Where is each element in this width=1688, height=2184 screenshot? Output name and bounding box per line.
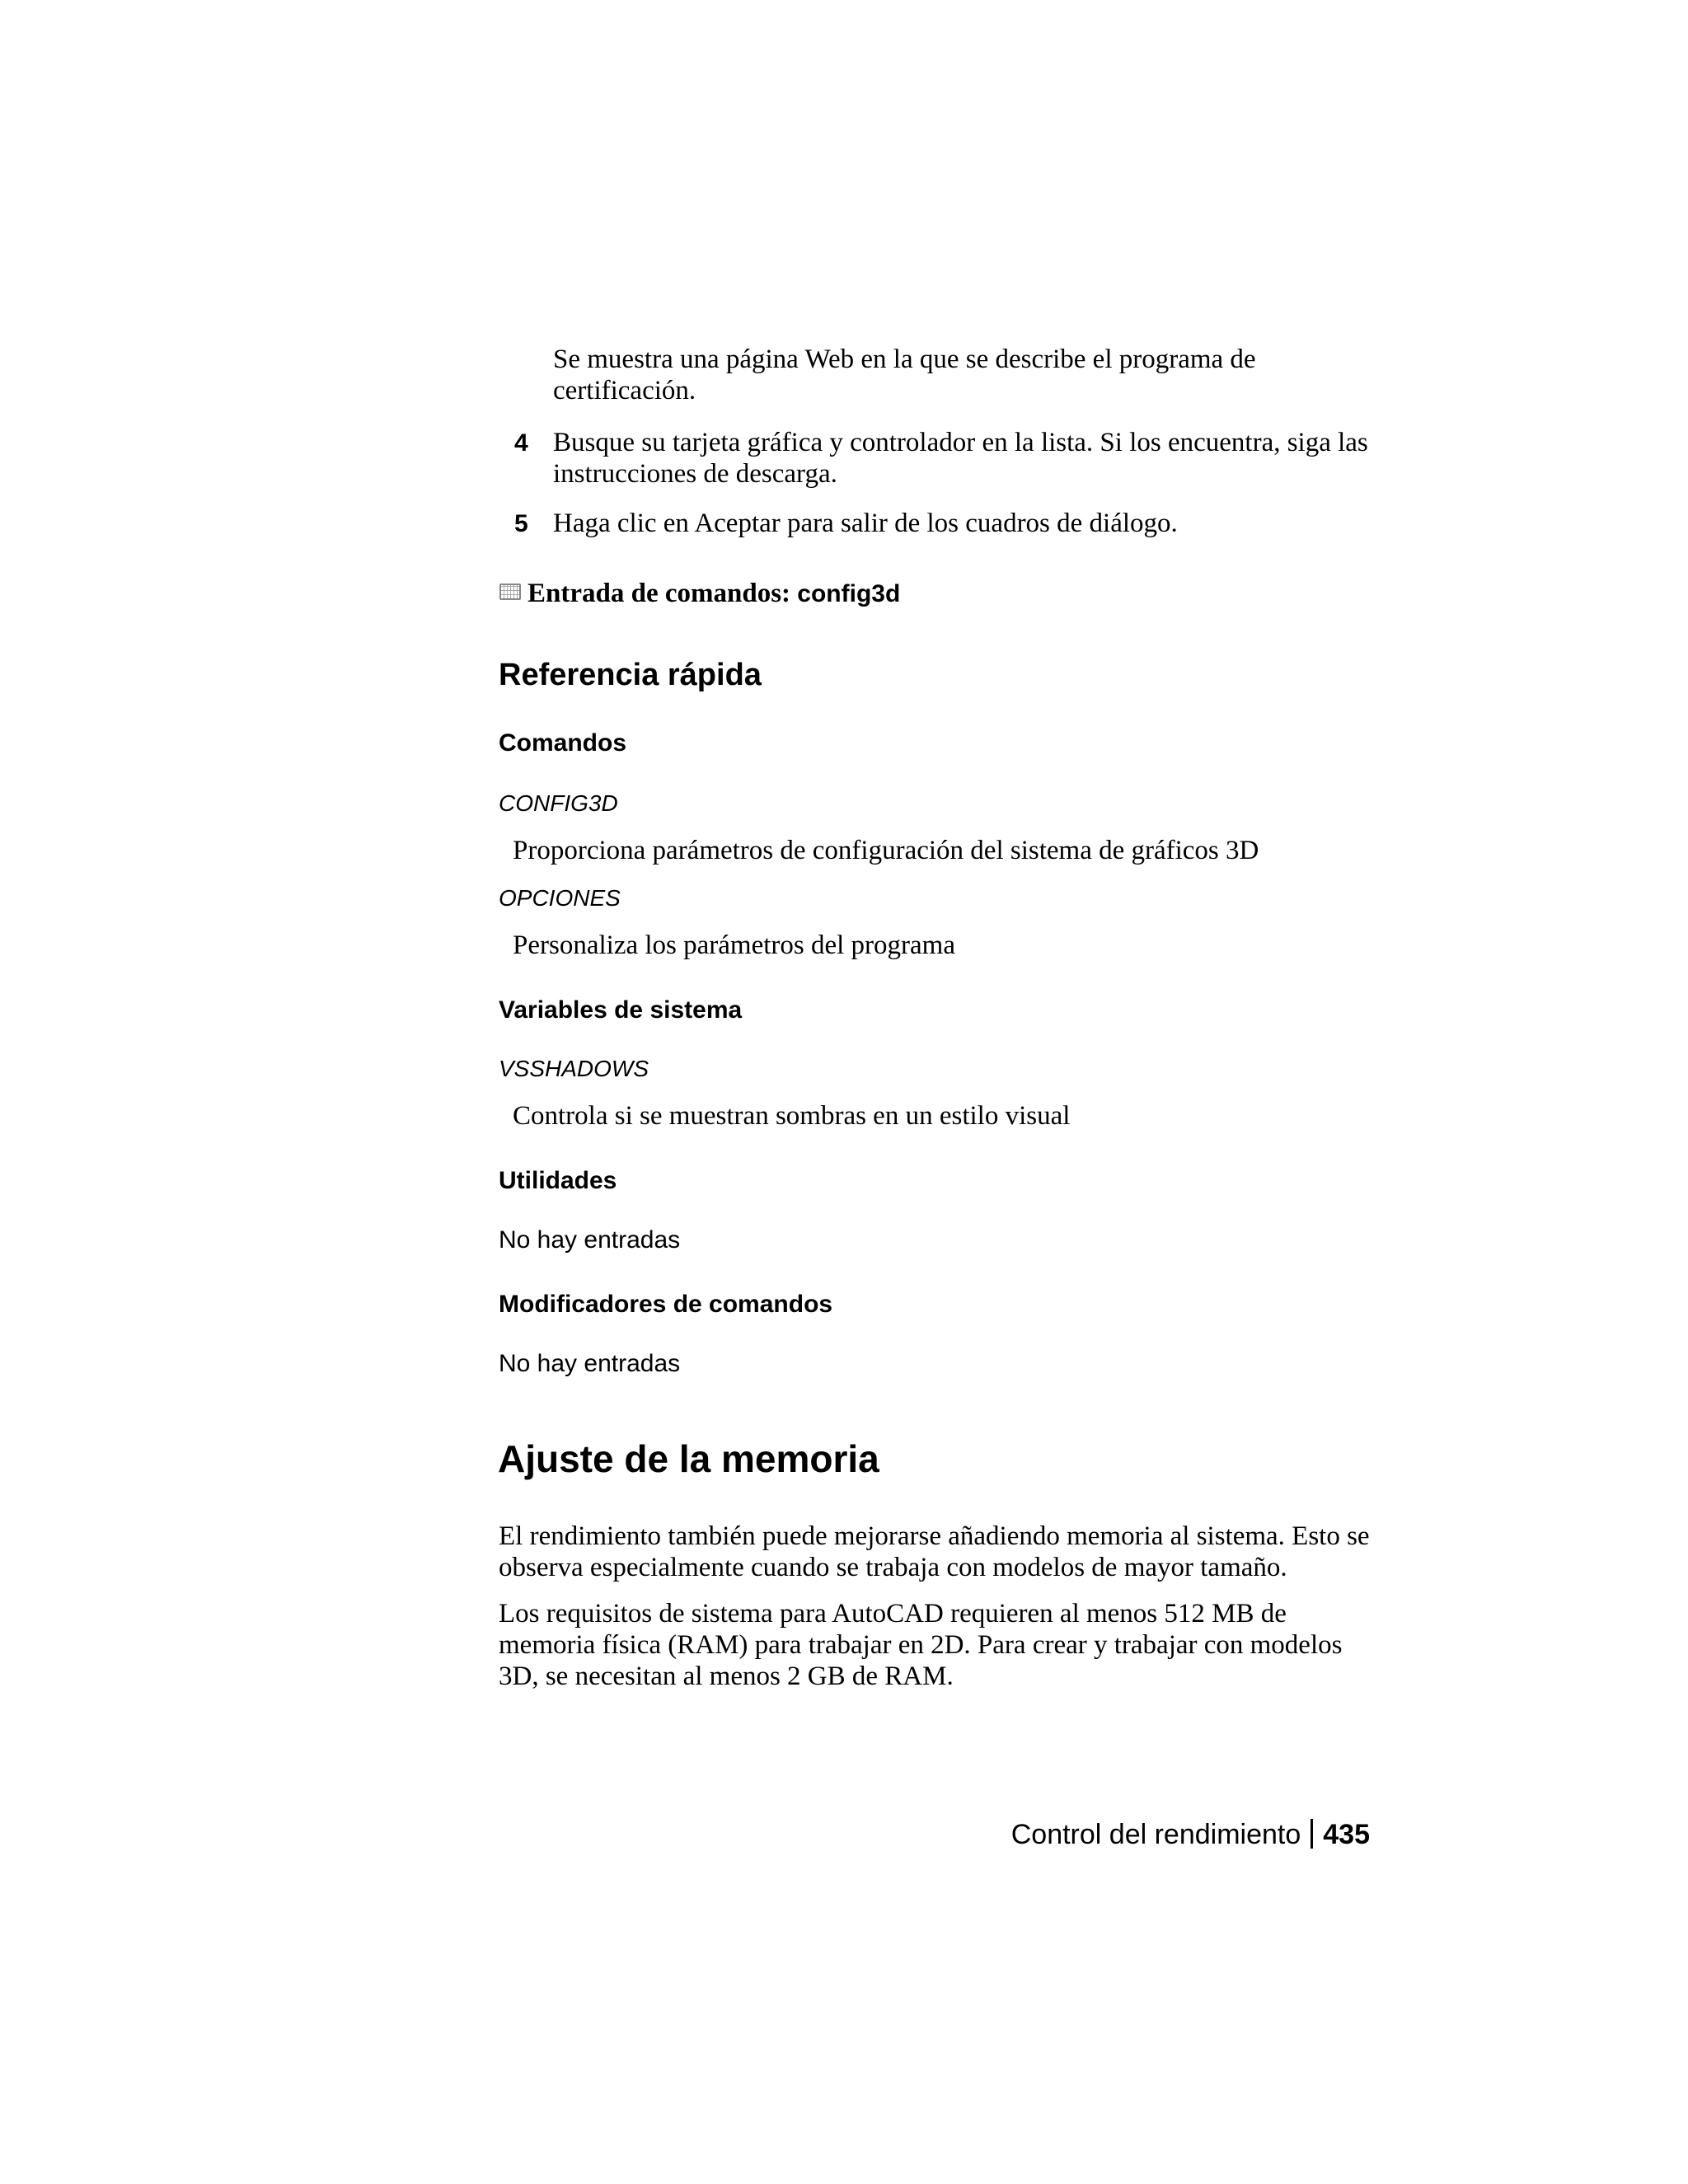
section-paragraph: El rendimiento también puede mejorarse añadiendo memoria al sistema. Esto se observa especialmente cuando se trabaja con modelos de mayor tamaño.: [499, 1521, 1370, 1582]
variable-name: VSSHADOWS: [499, 1056, 649, 1081]
command-description: Proporciona parámetros de configuración del sistema de gráficos 3D: [513, 836, 1259, 865]
command-entry-label: Entrada de comandos:: [528, 579, 791, 608]
footer-separator: [1311, 1819, 1313, 1849]
step-text: Haga clic en Aceptar para salir de los cuadros de diálogo.: [553, 509, 1178, 538]
command-entry-value: config3d: [797, 580, 901, 607]
variable-description: Controla si se muestran sombras en un estilo visual: [513, 1101, 1071, 1131]
commands-heading: Comandos: [499, 729, 627, 757]
command-name: CONFIG3D: [499, 790, 618, 816]
keyboard-icon: [499, 583, 521, 600]
command-name: OPCIONES: [499, 885, 621, 911]
footer-chapter: Control del rendimiento: [1010, 1819, 1301, 1850]
step-number: 5: [514, 510, 528, 537]
command-modifiers-heading: Modificadores de comandos: [499, 1291, 833, 1318]
system-variables-heading: Variables de sistema: [499, 996, 743, 1024]
page-number: 435: [1323, 1819, 1370, 1850]
step-number: 4: [514, 429, 528, 457]
step-text: Busque su tarjeta gráfica y controlador en la lista. Si los encuentra, siga las instrucciones de descarga.: [553, 428, 1368, 489]
section-paragraph: Los requisitos de sistema para AutoCAD requieren al menos 512 MB de memoria física (RAM) para trabajar en 2D. Para crear y trabajar con modelos 3D, se necesitan al menos 2 GB de RAM.: [499, 1599, 1343, 1691]
utilities-entry: No hay entradas: [499, 1226, 681, 1254]
section-title: Ajuste de la memoria: [498, 1437, 879, 1480]
utilities-heading: Utilidades: [499, 1167, 617, 1194]
intro-paragraph: Se muestra una página Web en la que se describe el programa de certificación.: [553, 344, 1256, 405]
command-description: Personaliza los parámetros del programa: [513, 930, 955, 960]
command-entry: [499, 578, 900, 610]
quick-reference-title: Referencia rápida: [499, 658, 762, 692]
page-footer: [824, 1818, 1370, 1851]
command-modifiers-entry: No hay entradas: [499, 1350, 681, 1377]
